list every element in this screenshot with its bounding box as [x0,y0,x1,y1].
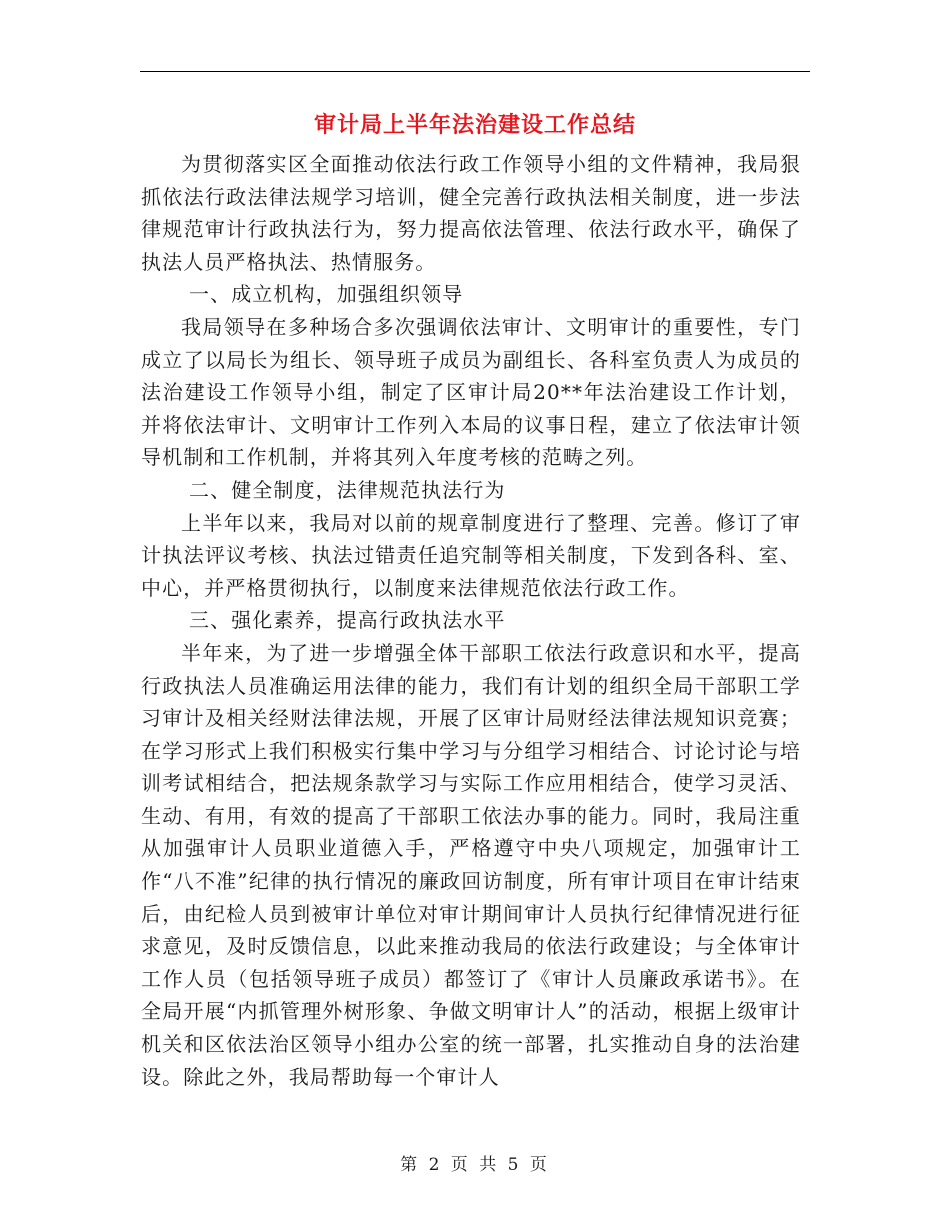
section-2-paragraph: 上半年以来，我局对以前的规章制度进行了整理、完善。修订了审计执法评议考核、执法过错责任追究制等相关制度，下发到各科、室、中心，并严格贯彻执行，以制度来法律规范依法行政工作。 [141,510,801,600]
header-rule [140,71,810,72]
section-heading-2: 二、健全制度，法律规范执法行为 [189,477,506,502]
section-heading-3: 三、强化素养，提高行政执法水平 [189,608,506,633]
document-body [141,148,801,1093]
section-heading-1: 一、成立机构，加强组织领导 [189,282,464,307]
section-3-paragraph: 半年来，为了进一步增强全体干部职工依法行政意识和水平，提高行政执法人员准确运用法律的能力，我们有计划的组织全局干部职工学习审计及相关经财法律法规，开展了区审计局财经法律法规知识竞赛；在学习形式上我们积极实行集中学习与分组学习相结合、讨论讨论与培训考试相结合，把法规条款学习与实际工作应用相结合，使学习灵活、生动、有用，有效的提高了干部职工依法办事的能力。同时，我局注重从加强审计人员职业道德入手，严格遵守中央八项规定，加强审计工作“八不准”纪律的执行情况的廉政回访制度，所有审计项目在审计结束后，由纪检人员到被审计单位对审计期间审计人员执行纪律情况进行征求意见，及时反馈信息，以此来推动我局的依法行政建设；与全体审计工作人员（包括领导班子成员）都签订了《审计人员廉政承诺书》。在全局开展“内抓管理外树形象、争做文明审计人”的活动，根据上级审计机关和区依法治区领导小组办公室的统一部署，扎实推动自身的法治建设。除此之外，我局帮助每一个审计人 [141,640,801,1089]
section-1-paragraph: 我局领导在多种场合多次强调依法审计、文明审计的重要性，专门成立了以局长为组长、领导班子成员为副组长、各科室负责人为成员的法治建设工作领导小组，制定了区审计局20**年法治建设工作计划，并将依法审计、文明审计工作列入本局的议事日程，建立了依法审计领导机制和工作机制，并将其列入年度考核的范畴之列。 [141,314,801,470]
document-title: 审计局上半年法治建设工作总结 [313,113,636,138]
page-number-footer: 第 2 页 共 5 页 [400,1155,550,1175]
intro-paragraph: 为贯彻落实区全面推动依法行政工作领导小组的文件精神，我局狠抓依法行政法律法规学习培训，健全完善行政执法相关制度，进一步法律规范审计行政执法行为，努力提高依法管理、依法行政水平，确保了执法人员严格执法、热情服务。 [141,152,801,274]
